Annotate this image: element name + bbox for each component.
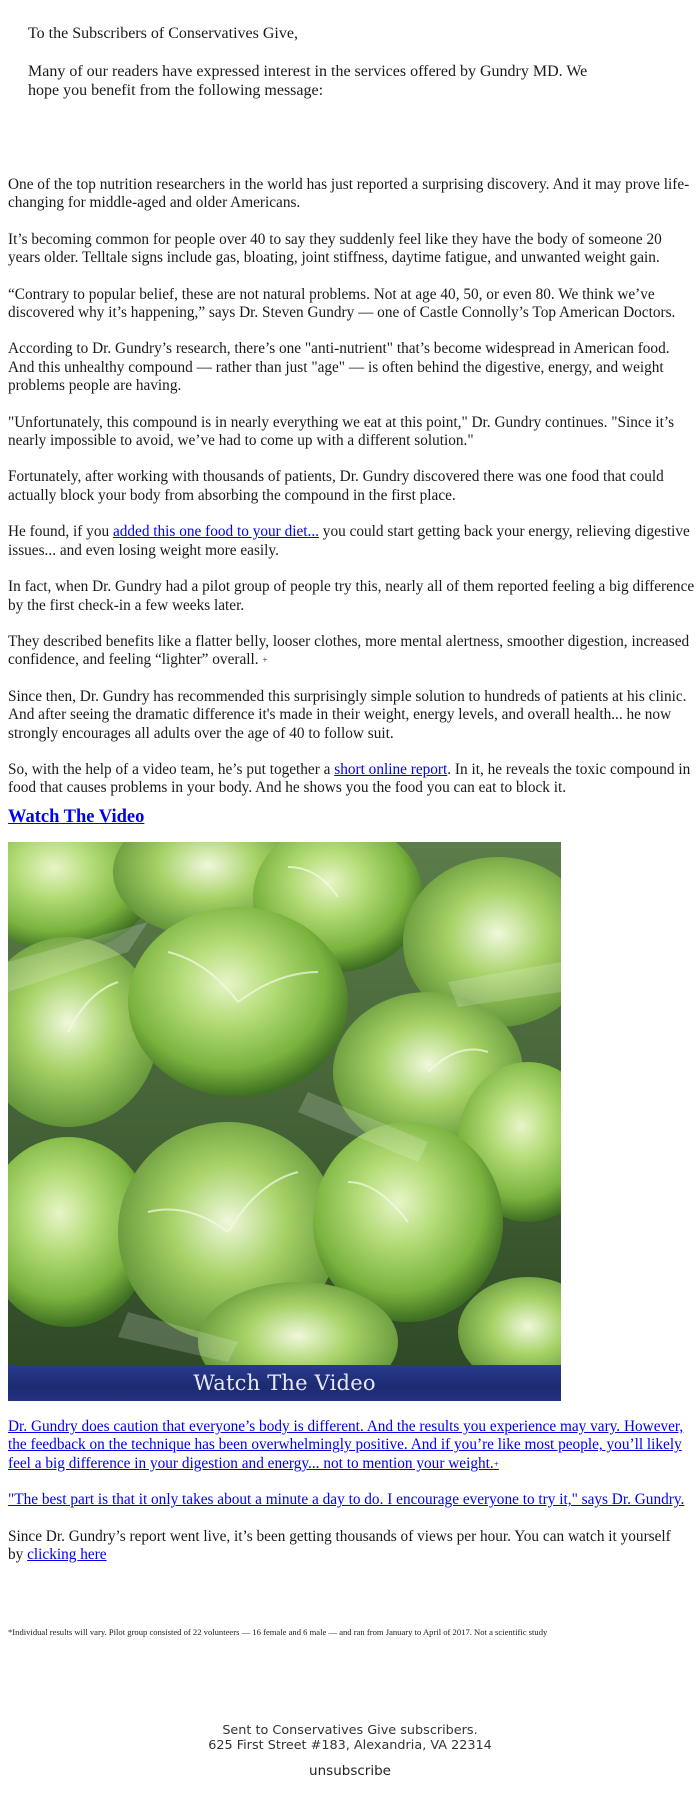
email-footer — [0, 1723, 700, 1779]
article-paragraph-2: It’s becoming common for people over 40 to say they suddenly feel like they have the body of someone 20 years older. Telltale signs include gas, bloating, joint stiffness, daytime fatigue, and unwanted weight gain. — [8, 230, 662, 267]
clicking-here-link[interactable]: clicking here — [27, 1546, 107, 1564]
caution-footnote-marker: + — [493, 1458, 499, 1469]
article-paragraph-9 — [8, 633, 696, 670]
video-thumbnail-link[interactable] — [8, 842, 561, 1401]
p7-text-after: you could start getting back your energy, relieving digestive issues... and even losing weight more easily. — [8, 523, 690, 559]
intro-block — [28, 24, 588, 119]
added-food-link[interactable]: added this one food to your diet... — [112, 523, 319, 541]
article-paragraph-10: Since then, Dr. Gundry has recommended this surprisingly simple solution to hundreds of patients at his clinic. And after seeing the dramatic difference it's made in their weight, energy levels, and overall health... he now strongly encourages all adults over the age of 40 to follow suit. — [8, 687, 687, 742]
sent-to-text: Sent to Conservatives Give subscribers. — [222, 1723, 478, 1738]
p7-text-before: He found, if you — [8, 523, 113, 541]
watch-video-bar: Watch The Video — [8, 1365, 561, 1401]
views-text: Since Dr. Gundry’s report went live, it’s been getting thousands of views per hour. You can watch it yourself by — [8, 1527, 671, 1564]
after-video-section — [8, 1418, 688, 1582]
p11-text-before: So, with the help of a video team, he’s put together a — [8, 760, 335, 778]
article-paragraph-4: According to Dr. Gundry’s research, there’s one "anti-nutrient" that’s become widespread in American food. And this unhealthy compound — rather than just "age" — is often behind the digestive, energy, and weight problems people are having. — [8, 340, 670, 395]
article-paragraph-8: In fact, when Dr. Gundry had a pilot group of people try this, nearly all of them reported feeling a big difference by the first check-in a few weeks later. — [8, 578, 695, 614]
p11-text-after: . In it, he reveals the toxic compound in food that causes problems in your body. And he shows you the food you can eat to block it. — [8, 760, 691, 797]
lettuce-image — [8, 842, 561, 1365]
footnote-disclaimer: *Individual results will vary. Pilot group consisted of 22 volunteers — 16 female and 6 male — and ran from January to April of 2017. Not a scientific study — [8, 1627, 548, 1637]
article-paragraph-7 — [8, 523, 696, 560]
intro-message: Many of our readers have expressed interest in the services offered by Gundry MD. We hope you benefit from the following message: — [28, 63, 588, 99]
caution-paragraph — [8, 1418, 688, 1473]
unsubscribe-link[interactable]: unsubscribe — [309, 1763, 391, 1779]
footnote-marker: + — [262, 655, 268, 666]
quote-link[interactable]: "The best part is that it only takes about a minute a day to do. I encourage everyone to try it," says Dr. Gundry. — [8, 1491, 685, 1509]
mailing-address: 625 First Street #183, Alexandria, VA 22314 — [208, 1738, 492, 1753]
article-paragraph-1: One of the top nutrition researchers in the world has just reported a surprising discovery. And it may prove life-changing for middle-aged and older Americans. — [8, 176, 690, 212]
watch-video-heading-link[interactable]: Watch The Video — [8, 807, 145, 827]
caution-link[interactable] — [8, 1418, 683, 1472]
article-paragraph-11 — [8, 761, 696, 798]
quote-paragraph — [8, 1491, 688, 1509]
article-paragraph-3: “Contrary to popular belief, these are not natural problems. Not at age 40, 50, or even 80. We think we’ve discovered why it’s happening,” says Dr. Steven Gundry — one of Castle Connolly’s Top American Doctors. — [8, 285, 676, 322]
views-paragraph — [8, 1528, 688, 1565]
p9-text: They described benefits like a flatter belly, looser clothes, more mental alertness, smoother digestion, increased confidence, and feeling “lighter” overall. — [8, 632, 690, 669]
article-paragraph-6: Fortunately, after working with thousands of patients, Dr. Gundry discovered there was one food that could actually block your body from absorbing the compound in the first place. — [8, 468, 664, 504]
caution-link-text: Dr. Gundry does caution that everyone’s body is different. And the results you experience may vary. However, the feedback on the technique has been overwhelmingly positive. And if you’re like most people, you’ll likely feel a big difference in your digestion and energy... not to mention your weight. — [8, 1418, 684, 1472]
article-paragraph-5: "Unfortunately, this compound is in nearly everything we eat at this point," Dr. Gundry continues. "Since it’s nearly impossible to avoid, we’ve had to come up with a different solution." — [8, 413, 675, 450]
article-body — [8, 176, 696, 816]
short-online-report-link[interactable]: short online report — [334, 760, 448, 778]
salutation: To the Subscribers of Conservatives Give, — [28, 25, 298, 42]
